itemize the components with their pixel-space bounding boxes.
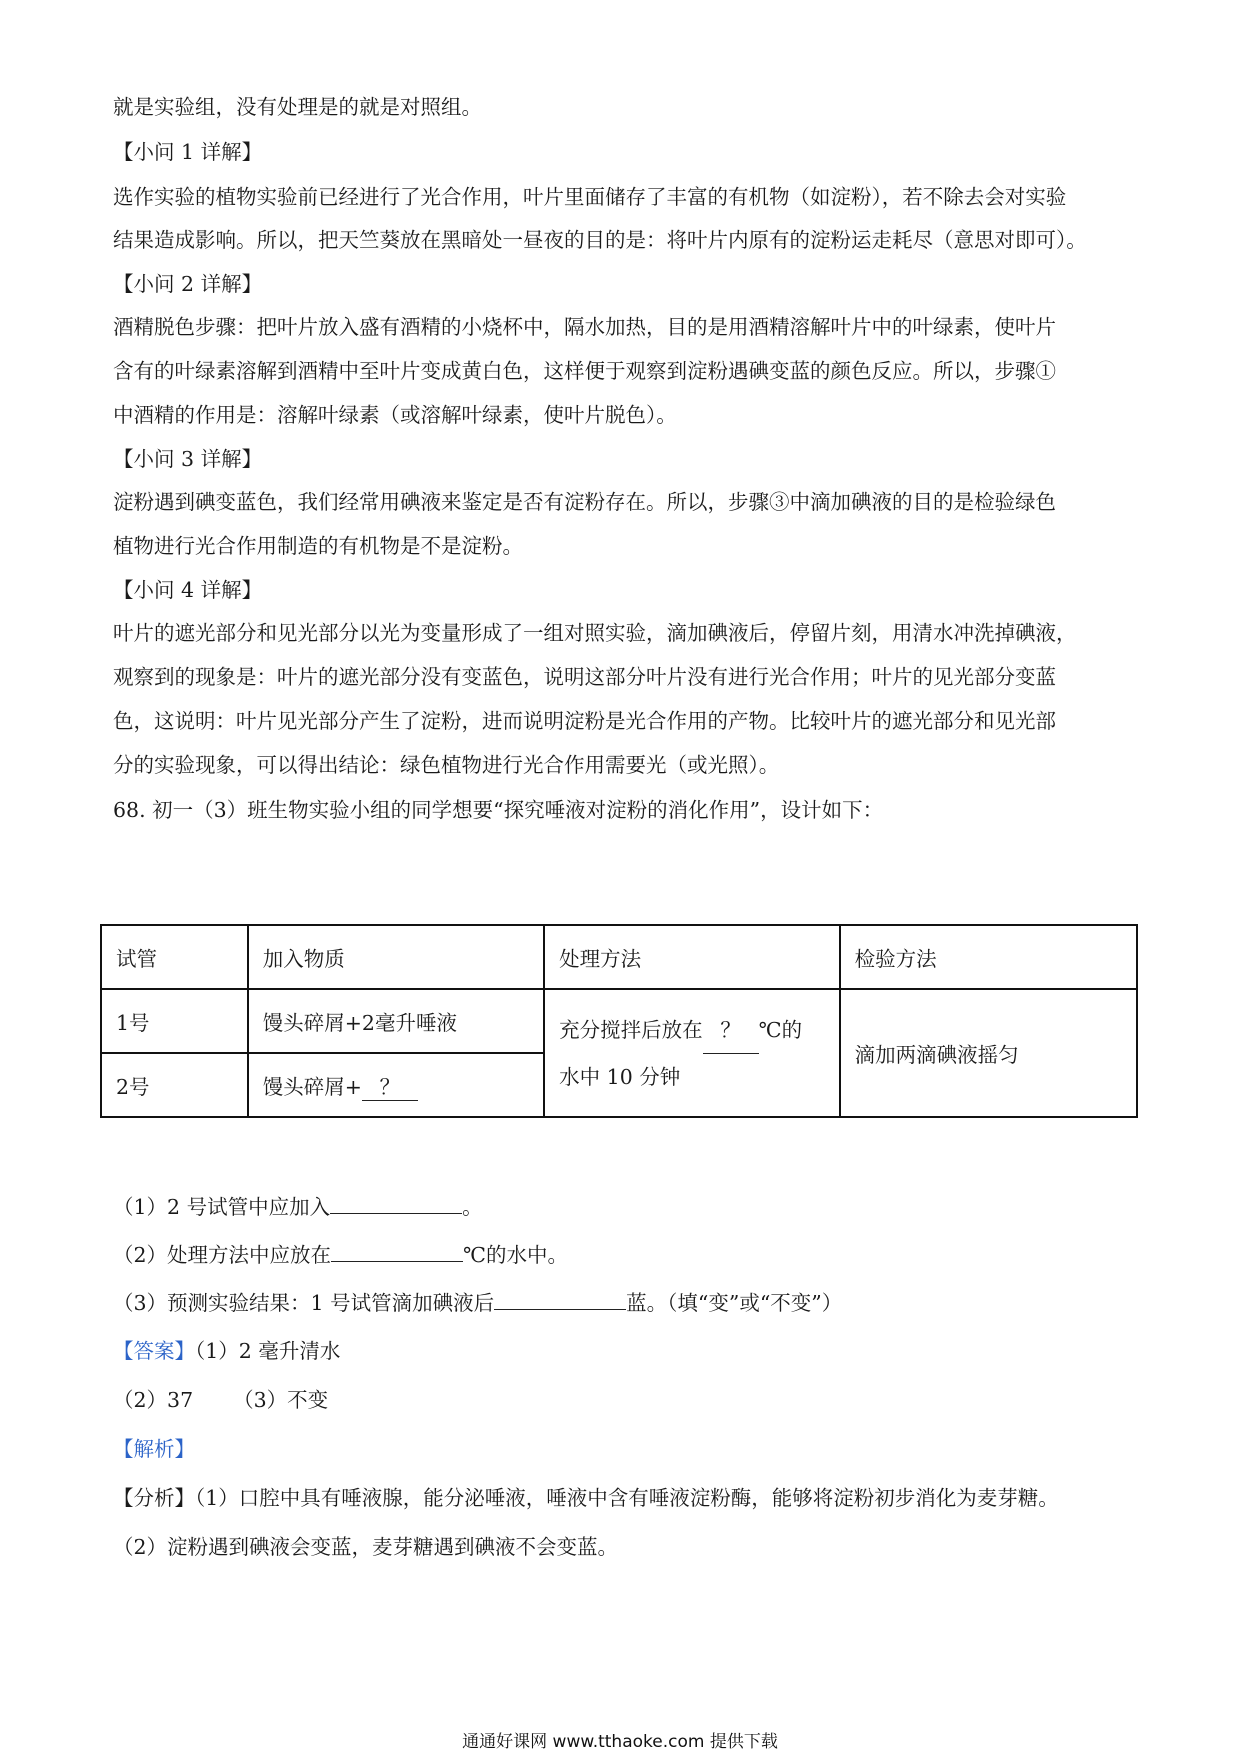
header-cell: 试管 [101, 925, 248, 989]
answer-label: 【答案】 [113, 1339, 195, 1363]
answer-blank [330, 1191, 462, 1214]
answer-blank [331, 1239, 463, 1262]
tube-cell: 2号 [101, 1053, 248, 1117]
table-header-row [101, 925, 1137, 989]
section-heading-q4: 【小问 4 详解】 [113, 578, 263, 602]
text-line: 叶片的遮光部分和见光部分以光为变量形成了一组对照实验，滴加碘液后，停留片刻，用清水冲洗掉碘液， [113, 621, 1077, 645]
method-line2: 水中 10 分钟 [559, 1064, 681, 1089]
text-line: 色，这说明：叶片见光部分产生了淀粉，进而说明淀粉是光合作用的产物。比较叶片的遮光部分和见光部 [113, 709, 1056, 733]
header-cell: 加入物质 [248, 925, 544, 989]
text-line: 植物进行光合作用制造的有机物是不是淀粉。 [113, 534, 523, 558]
text-line: 淀粉遇到碘变蓝色，我们经常用碘液来鉴定是否有淀粉存在。所以，步骤③中滴加碘液的目的是检验绿色 [113, 490, 1056, 514]
check-cell: 滴加两滴碘液摇匀 [840, 989, 1137, 1117]
method-suffix: ℃的 [758, 1017, 803, 1042]
analysis-line: 【分析】（1）口腔中具有唾液腺，能分泌唾液，唾液中含有唾液淀粉酶，能够将淀粉初步消化为麦芽糖。 [113, 1486, 1059, 1510]
section-heading-q2: 【小问 2 详解】 [113, 272, 263, 296]
fenxi-label: 【分析】 [113, 1486, 195, 1510]
substance-cell [248, 1053, 544, 1117]
answer-blank [494, 1287, 626, 1310]
header-cell: 检验方法 [840, 925, 1137, 989]
answer-line: （2）37 （3）不变 [113, 1388, 329, 1412]
experiment-table [100, 924, 1138, 1118]
text-line: 酒精脱色步骤：把叶片放入盛有酒精的小烧杯中，隔水加热，目的是用酒精溶解叶片中的叶绿素，使叶片 [113, 315, 1056, 339]
header-cell: 处理方法 [544, 925, 839, 989]
analysis-line: （2）淀粉遇到碘液会变蓝，麦芽糖遇到碘液不会变蓝。 [113, 1535, 619, 1559]
analysis-label: 【解析】 [113, 1437, 195, 1461]
text-line: 观察到的现象是：叶片的遮光部分没有变蓝色，说明这部分叶片没有进行光合作用；叶片的见光部分变蓝 [113, 665, 1056, 689]
section-heading-q1: 【小问 1 详解】 [113, 140, 263, 164]
substance-prefix: 馒头碎屑+ [262, 1074, 362, 1099]
text-line: 中酒精的作用是：溶解叶绿素（或溶解叶绿素，使叶片脱色）。 [113, 403, 677, 427]
text-line: 就是实验组，没有处理是的就是对照组。 [113, 95, 482, 119]
sub-question-1: （1）2 号试管中应加入 。 [113, 1191, 1133, 1221]
tube-cell: 1号 [101, 989, 248, 1053]
method-prefix: 充分搅拌后放在 [559, 1017, 703, 1042]
substance-cell: 馒头碎屑+2毫升唾液 [248, 989, 544, 1053]
table-row [101, 989, 1137, 1053]
blank-temperature: ？ [703, 1007, 759, 1054]
section-heading-q3: 【小问 3 详解】 [113, 447, 263, 471]
answer-line: 【答案】（1）2 毫升清水 [113, 1339, 341, 1363]
text-line: 分的实验现象，可以得出结论：绿色植物进行光合作用需要光（或光照）。 [113, 753, 780, 777]
sub-question-3: （3）预测实验结果：1 号试管滴加碘液后 蓝。（填“变”或“不变”） [113, 1287, 1133, 1317]
sub-question-2: （2）处理方法中应放在 ℃的水中。 [113, 1239, 1133, 1269]
blank-substance: ？ [362, 1070, 418, 1101]
text-line: 选作实验的植物实验前已经进行了光合作用，叶片里面储存了丰富的有机物（如淀粉），若不除去会对实验 [113, 185, 1067, 209]
text-line: 结果造成影响。所以，把天竺葵放在黑暗处一昼夜的目的是：将叶片内原有的淀粉运走耗尽（意思对即可）。 [113, 228, 1087, 252]
question-68: 68. 初一（3）班生物实验小组的同学想要“探究唾液对淀粉的消化作用”，设计如下： [113, 798, 884, 822]
method-cell [544, 989, 839, 1117]
text-line: 含有的叶绿素溶解到酒精中至叶片变成黄白色，这样便于观察到淀粉遇碘变蓝的颜色反应。所以，步骤① [113, 359, 1056, 383]
page-footer: 通通好课网 www.tthaoke.com 提供下载 [462, 1732, 778, 1752]
